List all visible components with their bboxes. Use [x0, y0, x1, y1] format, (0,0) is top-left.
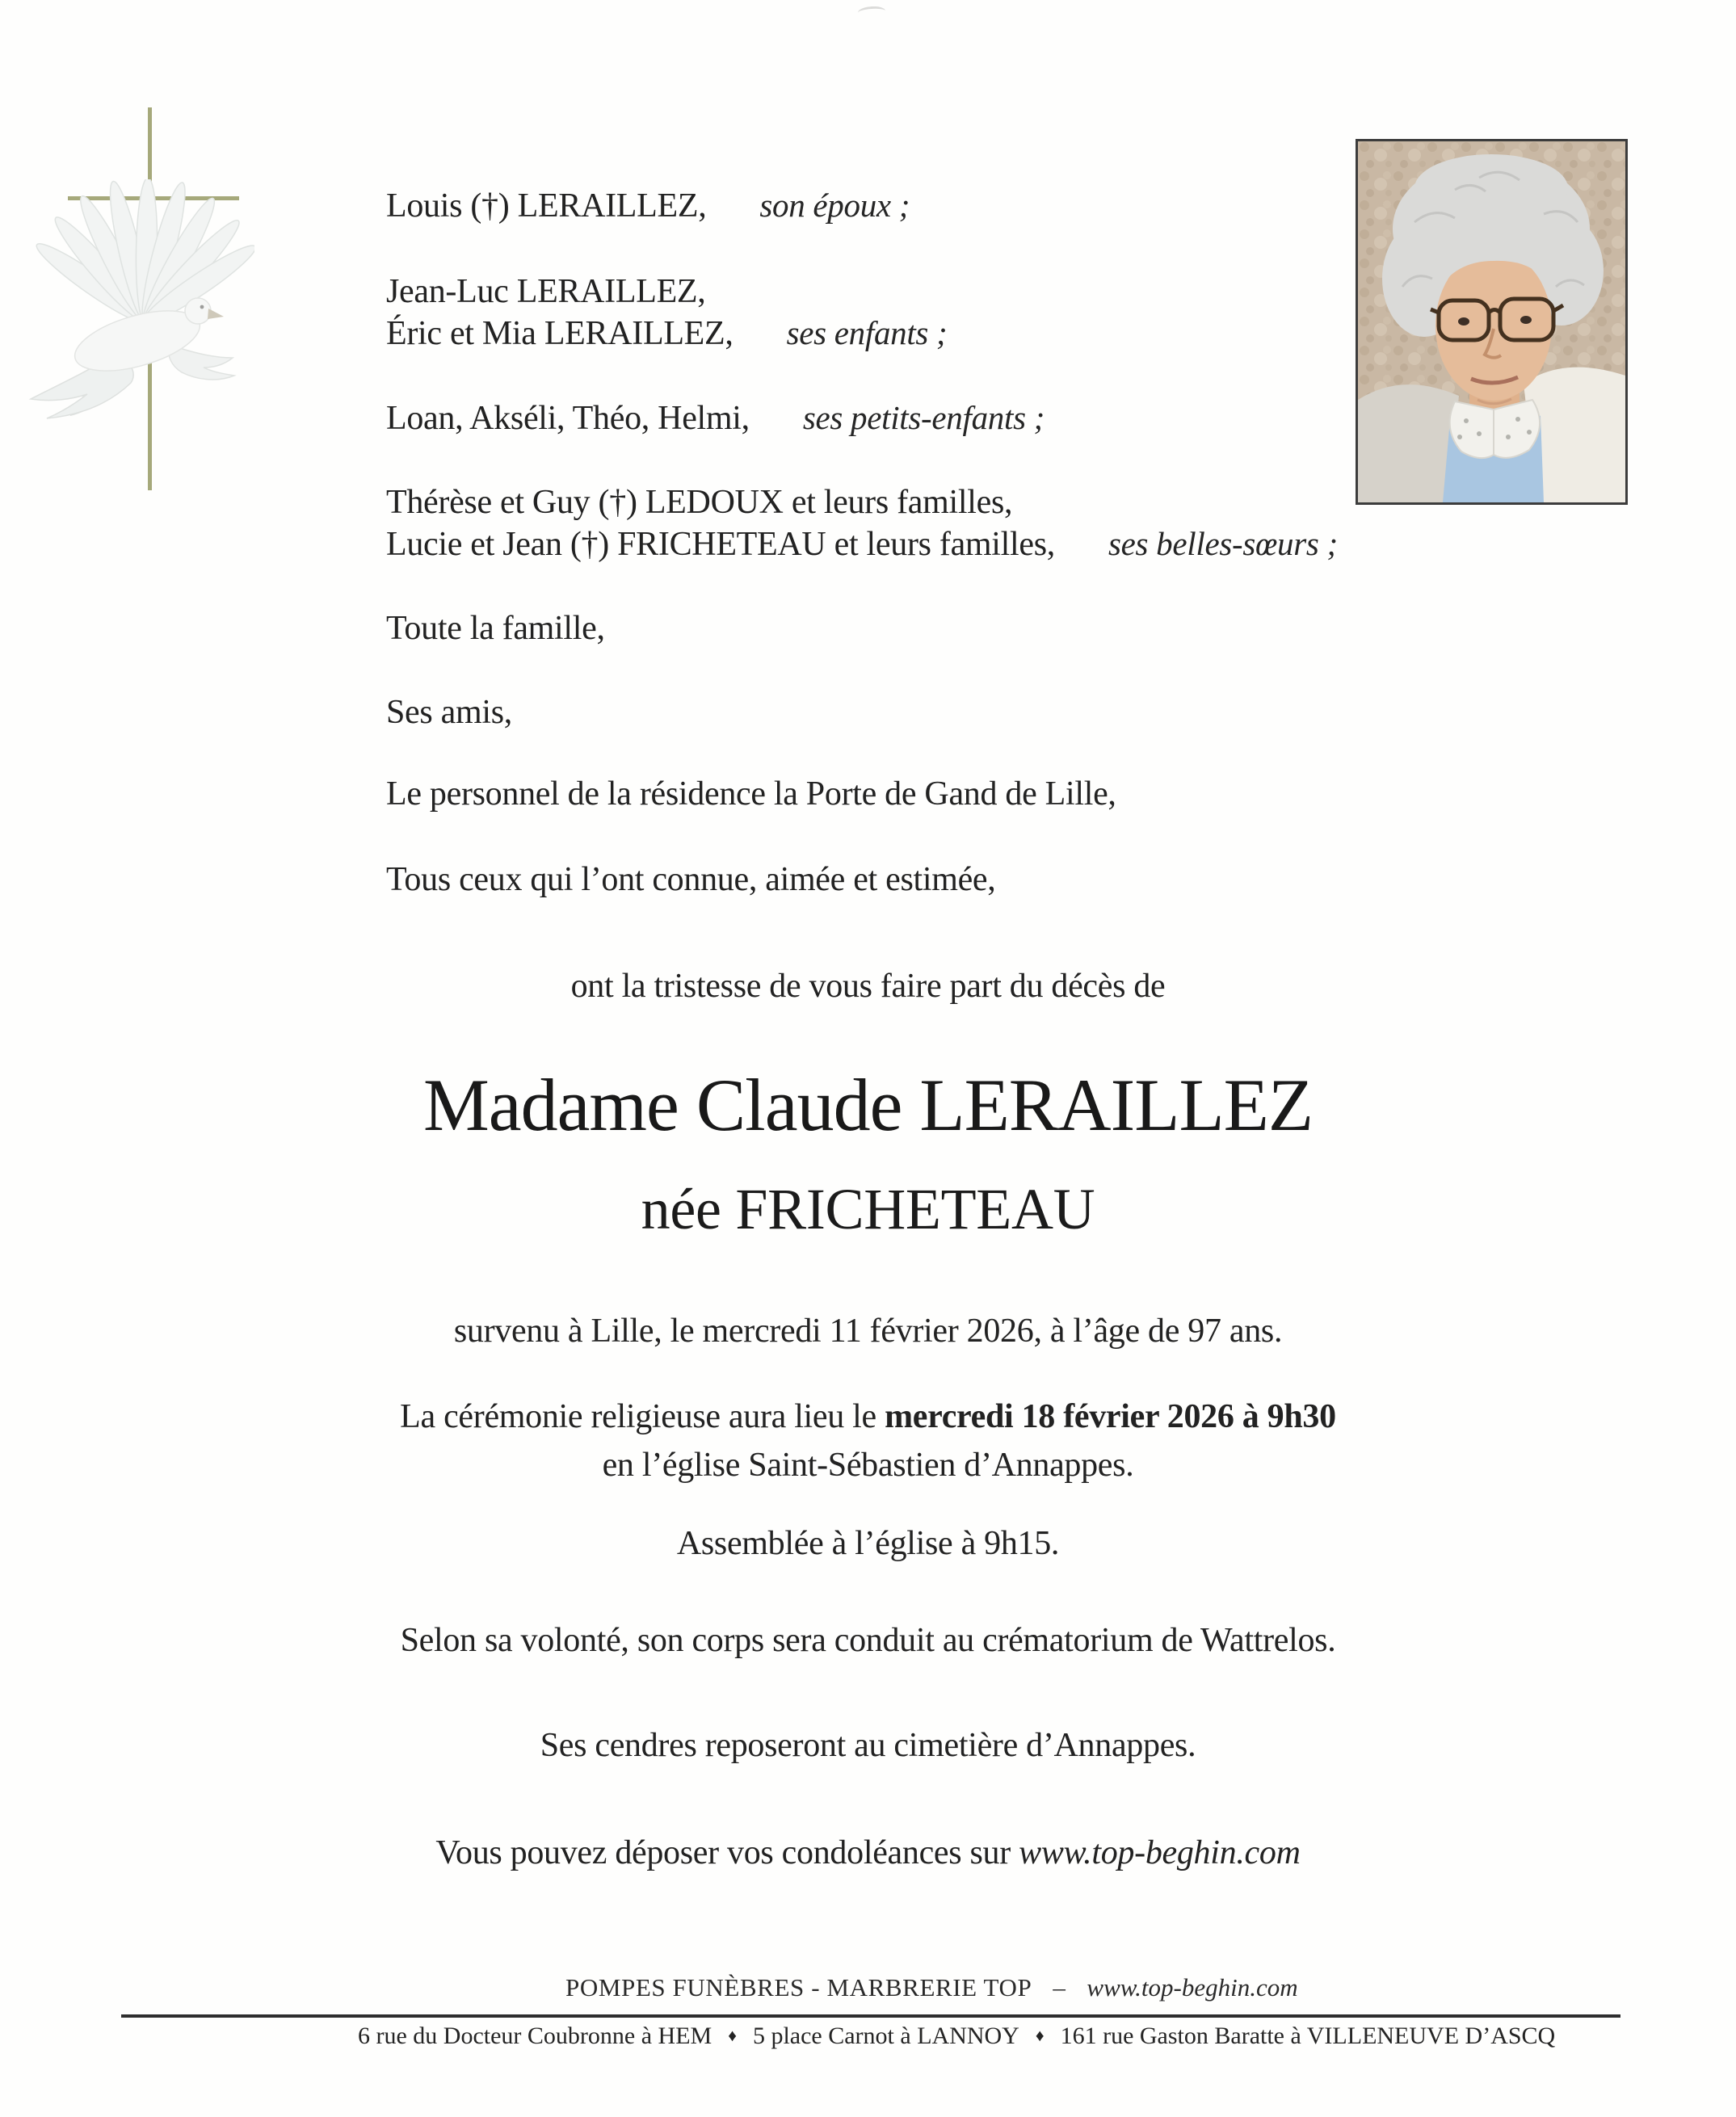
assembly-line: Assemblée à l’église à 9h15.	[676, 1525, 1060, 1562]
family-line	[386, 774, 1116, 814]
family-relation: ses enfants ;	[786, 314, 948, 351]
family-names: Le personnel de la résidence la Porte de Gand de Lille,	[386, 775, 1116, 813]
diamond-separator-icon: ♦	[728, 2026, 737, 2045]
family-line	[386, 692, 512, 733]
ceremony-datetime: mercredi 18 février 2026 à 9h30	[885, 1398, 1336, 1435]
deceased-name: Madame Claude LERAILLEZ	[422, 1064, 1314, 1146]
portrait-photo	[1356, 139, 1628, 505]
family-line	[386, 313, 947, 354]
family-names: Louis (†) LERAILLEZ,	[386, 187, 707, 225]
portrait-illustration	[1358, 141, 1625, 502]
condolences-url: www.top-beghin.com	[1019, 1834, 1301, 1871]
family-line	[386, 524, 1338, 565]
ceremony-prefix: La cérémonie religieuse aura lieu le	[400, 1398, 885, 1435]
funeral-home-line	[565, 1973, 1298, 2002]
family-line	[386, 186, 910, 226]
family-line	[386, 398, 1045, 439]
funeral-home-website: www.top-beghin.com	[1087, 1973, 1298, 2001]
family-line	[386, 859, 995, 900]
funeral-home-name: POMPES FUNÈBRES - MARBRERIE TOP	[565, 1973, 1032, 2001]
address: 161 rue Gaston Baratte à VILLENEUVE D’ASCQ	[1060, 2022, 1556, 2049]
family-names: Éric et Mia LERAILLEZ,	[386, 315, 733, 352]
family-relation: ses petits-enfants ;	[802, 399, 1045, 436]
family-names: Jean-Luc LERAILLEZ,	[386, 273, 706, 310]
family-names: Lucie et Jean (†) FRICHETEAU et leurs familles,	[386, 526, 1055, 563]
family-relation: ses belles-sœurs ;	[1108, 525, 1338, 562]
family-relation: son époux ;	[759, 187, 910, 224]
family-line	[386, 271, 759, 312]
maiden-name: née FRICHETEAU	[641, 1177, 1095, 1241]
family-names: Toute la famille,	[386, 610, 605, 647]
cremation-line: Selon sa volonté, son corps sera conduit au crématorium de Wattrelos.	[400, 1622, 1336, 1659]
condolences-line	[0, 1833, 1736, 1873]
family-names: Tous ceux qui l’ont connue, aimée et estimée,	[386, 861, 996, 898]
ceremony-place: en l’église Saint-Sébastien d’Annappes.	[602, 1447, 1134, 1484]
family-line	[386, 482, 1066, 523]
scan-artifact	[858, 6, 886, 18]
dash: –	[1053, 1973, 1066, 2001]
ceremony-line	[0, 1397, 1736, 1437]
announcement-intro: ont la tristesse de vous faire part du décès de	[570, 968, 1166, 1005]
death-line: survenu à Lille, le mercredi 11 février 2026, à l’âge de 97 ans.	[453, 1313, 1283, 1350]
address: 5 place Carnot à LANNOY	[752, 2022, 1019, 2049]
footer-divider	[121, 2014, 1620, 2018]
family-line	[386, 608, 605, 649]
condolences-prefix: Vous pouvez déposer vos condoléances sur	[435, 1834, 1019, 1871]
family-names: Ses amis,	[386, 694, 512, 731]
footer-addresses	[358, 2022, 1555, 2050]
family-names: Thérèse et Guy (†) LEDOUX et leurs familles,	[386, 484, 1013, 521]
address: 6 rue du Docteur Coubronne à HEM	[358, 2022, 712, 2049]
diamond-separator-icon: ♦	[1035, 2026, 1045, 2045]
family-names: Loan, Akséli, Théo, Helmi,	[386, 400, 750, 437]
dove-icon	[24, 179, 254, 422]
ashes-line: Ses cendres reposeront au cimetière d’Annappes.	[540, 1727, 1196, 1764]
